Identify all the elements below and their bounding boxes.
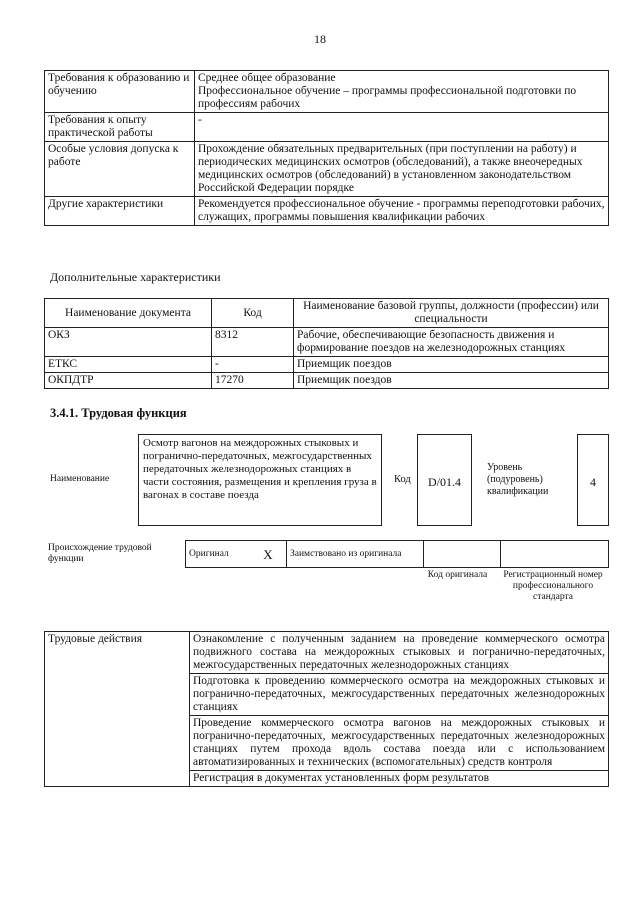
function-name-label: Наименование <box>50 474 110 484</box>
requirement-value: Рекомендуется профессиональное обучение - программы переподготовки рабочих, служащих, программы повышения квалификации рабочих <box>195 197 609 226</box>
table-row <box>45 142 609 197</box>
table-cell: Приемщик поездов <box>294 373 609 389</box>
requirement-value: - <box>195 113 609 142</box>
table-cell: 8312 <box>212 328 294 357</box>
requirement-label: Другие характеристики <box>45 197 195 226</box>
original-mark: X <box>250 541 287 568</box>
actions-label: Трудовые действия <box>45 632 190 787</box>
table-cell: - <box>212 357 294 373</box>
requirement-label: Особые условия допуска к работе <box>45 142 195 197</box>
labor-actions-table <box>44 631 609 787</box>
column-header: Наименование базовой группы, должности (профессии) или специальности <box>294 299 609 328</box>
table-row <box>45 197 609 226</box>
action-item: Ознакомление с полученным заданием на проведение коммерческого осмотра подвижного состава на междорожных стыковых и пограничнo-передаточных, межгосударственных передаточных железнодорожных станциях <box>190 632 609 674</box>
table-row <box>45 328 609 357</box>
additional-title: Дополнительные характеристики <box>50 270 221 284</box>
table-cell: Рабочие, обеспечивающие безопасность движения и формирование поездов на железнодорожных станциях <box>294 328 609 357</box>
requirement-value: Прохождение обязательных предварительных (при поступлении на работу) и периодических медицинских осмотров (обследований), а также внеочередных медицинских осмотров (обследований) в установленном законодательством Российской Федерации порядке <box>195 142 609 197</box>
table-cell: Приемщик поездов <box>294 357 609 373</box>
table-header-row <box>45 299 609 328</box>
table-cell: ОКПДТР <box>45 373 212 389</box>
requirement-label: Требования к опыту практической работы <box>45 113 195 142</box>
column-header: Наименование документа <box>45 299 212 328</box>
table-cell: ОКЗ <box>45 328 212 357</box>
requirement-line: Профессиональное обучение – программы профессиональной подготовки по профессиям рабочих <box>198 85 577 110</box>
requirements-table <box>44 70 609 226</box>
additional-characteristics-table <box>44 298 609 389</box>
function-code: D/01.4 <box>417 434 472 526</box>
code-original-label: Код оригинала <box>427 570 488 580</box>
table-row <box>45 373 609 389</box>
origin-label: Происхождение трудовой функции <box>48 543 152 564</box>
requirement-label: Требования к образованию и обучению <box>45 71 195 113</box>
action-item: Проведение коммерческого осмотра вагонов на междорожных стыковых и пограничнo-передаточных, межгосударственных передаточных железнодорожных станциях путем прохода вдоль состава поезда или с использованием автоматизированных и технических (вспомогательных) средств контроля <box>190 716 609 771</box>
reg-number-cell <box>501 541 609 568</box>
requirement-value <box>195 71 609 113</box>
column-header: Код <box>212 299 294 328</box>
table-cell: ЕТКС <box>45 357 212 373</box>
table-row <box>45 71 609 113</box>
qualification-level: 4 <box>577 434 609 526</box>
function-code-label: Код <box>394 474 411 485</box>
page-number: 18 <box>314 32 326 46</box>
section-heading: 3.4.1. Трудовая функция <box>50 406 187 420</box>
table-row <box>45 632 609 674</box>
table-cell: 17270 <box>212 373 294 389</box>
code-original-cell <box>424 541 501 568</box>
qualification-level-label: Уровень (подуровень) квалификации <box>487 462 549 497</box>
action-item: Регистрация в документах установленных форм результатов <box>190 771 609 787</box>
origin-table <box>185 540 609 568</box>
borrowed-label: Заимствовано из оригинала <box>287 541 424 568</box>
table-row <box>45 357 609 373</box>
table-row <box>45 113 609 142</box>
requirement-line: Среднее общее образование <box>198 72 336 84</box>
reg-number-label: Регистрационный номер профессионального стандарта <box>503 570 603 602</box>
action-item: Подготовка к проведению коммерческого осмотра на междорожных стыковых и пограничнo-передаточных, межгосударственных передаточных железнодорожных станциях <box>190 674 609 716</box>
table-row <box>186 541 609 568</box>
function-name: Осмотр вагонов на междорожных стыковых и пограничнo-передаточных, межгосударственных передаточных железнодорожных станциях в части состояния, размещения и крепления груза в вагонах в составе поезда <box>138 434 382 526</box>
original-label: Оригинал <box>186 541 251 568</box>
